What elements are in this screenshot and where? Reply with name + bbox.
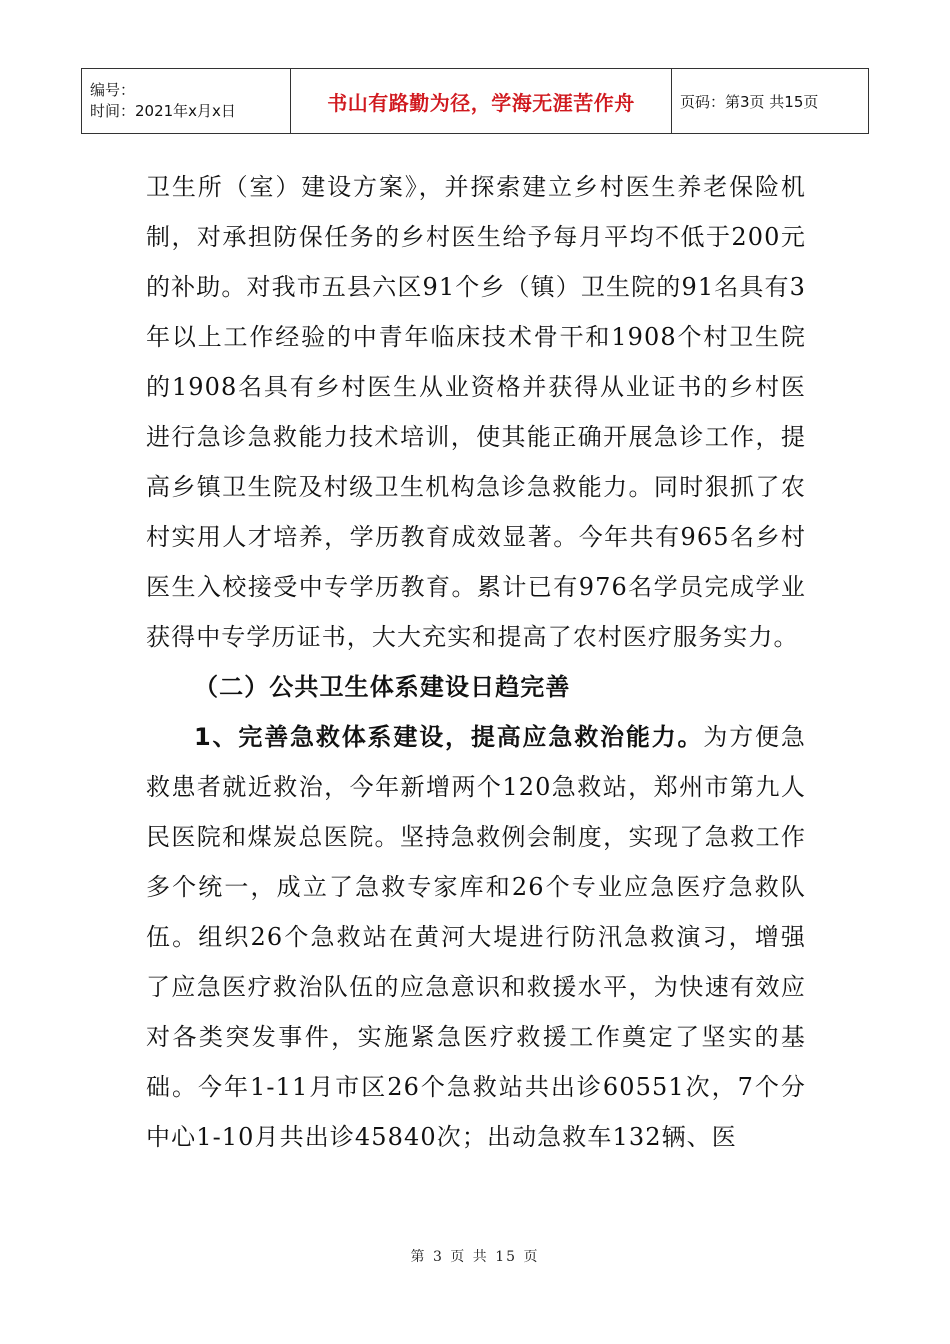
body-paragraph: 卫生所（室）建设方案》，并探索建立乡村医生养老保险机制，对承担防保任务的乡村医生给予每月平均不低于200元的补助。对我市五县六区91个乡（镇）卫生院的91名具有3年以上工作经验的中青年临床技术骨干和1908个村卫生院的1908名具有乡村医生从业资格并获得从业证书的乡村医进行急诊急救能力技术培训，使其能正确开展急诊工作，提高乡镇卫生院及村级卫生机构急诊急救能力。同时狠抓了农村实用人才培养，学历教育成效显著。今年共有965名乡村医生入校接受中专学历教育。累计已有976名学员完成学业获得中专学历证书，大大充实和提高了农村医疗服务实力。	[146, 173, 806, 651]
paragraph-text: 为方便急救患者就近救治，今年新增两个120急救站，郑州市第九人民医院和煤炭总医院。坚持急救例会制度，实现了急救工作多个统一，成立了急救专家库和26个专业应急医疗急救队伍。组织26个急救站在黄河大堤进行防汛急救演习，增强了应急医疗救治队伍的应急意识和救援水平，为快速有效应对各类突发事件，实施紧急医疗救援工作奠定了坚实的基础。今年1-11月市区26个急救站共出诊60551次，7个分中心1-10月共出诊45840次；出动急救车132辆、医	[146, 723, 806, 1151]
header-page-info: 页码：第3页 共15页	[672, 69, 869, 134]
paragraph-lead-heading: 1、完善急救体系建设，提高应急救治能力。	[194, 723, 704, 751]
page-footer: 第 3 页 共 15 页	[410, 1249, 540, 1265]
document-header	[81, 68, 869, 134]
document-body	[146, 162, 806, 1162]
section-heading: （二）公共卫生体系建设日趋完善	[194, 673, 571, 701]
body-paragraph	[146, 712, 806, 1162]
header-meta-cell	[82, 69, 291, 134]
document-number-label: 编号：	[90, 81, 136, 99]
header-motto: 书山有路勤为径，学海无涯苦作舟	[291, 69, 672, 134]
document-date-label: 时间：2021年x月x日	[90, 102, 236, 120]
